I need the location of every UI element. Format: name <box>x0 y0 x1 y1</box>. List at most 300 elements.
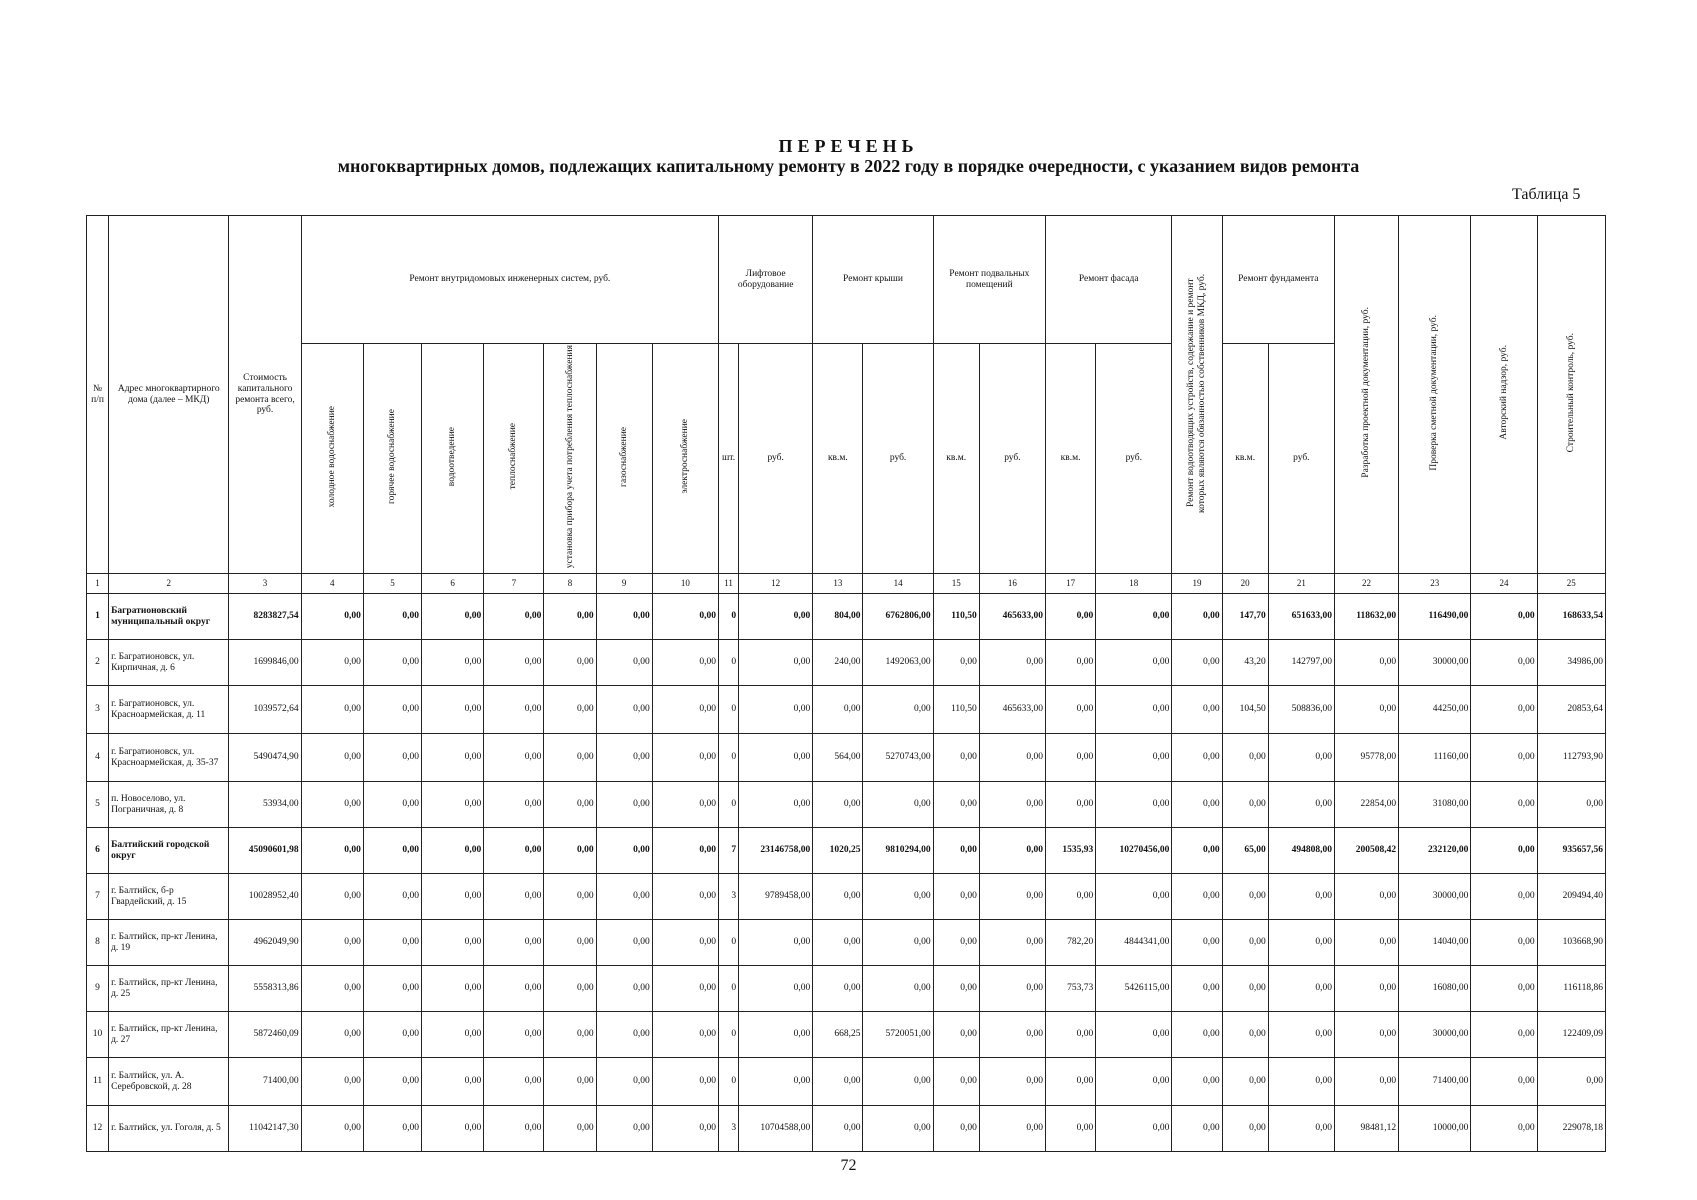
header-unit-sqm: кв.м. <box>1222 344 1268 574</box>
row-number-cell: 2 <box>87 640 109 686</box>
column-number-cell: 24 <box>1471 574 1537 594</box>
value-cell: 0,00 <box>422 594 484 640</box>
value-cell: 0,00 <box>363 1012 421 1058</box>
value-cell: 0,00 <box>652 1106 718 1152</box>
value-cell: 0,00 <box>422 920 484 966</box>
value-cell: 0,00 <box>652 734 718 782</box>
column-number-cell: 17 <box>1046 574 1096 594</box>
value-cell: 0,00 <box>1537 1058 1605 1106</box>
value-cell: 0,00 <box>1222 874 1268 920</box>
value-cell: 0,00 <box>1222 1012 1268 1058</box>
value-cell: 0,00 <box>1268 782 1334 828</box>
address-cell: Багратионовский муниципальный округ <box>109 594 229 640</box>
header-cost: Стоимость капитального ремонта всего, руб. <box>229 216 301 574</box>
address-cell: г. Балтийск, ул. Гоголя, д. 5 <box>109 1106 229 1152</box>
header-heat: теплоснабжение <box>484 344 544 574</box>
value-cell: 0,00 <box>1172 640 1222 686</box>
value-cell: 0,00 <box>596 1058 652 1106</box>
header-unit-rub: руб. <box>739 344 813 574</box>
value-cell: 0,00 <box>1222 1058 1268 1106</box>
header-engineering-systems: Ремонт внутридомовых инженерных систем, руб. <box>301 216 718 344</box>
value-cell: 0,00 <box>652 828 718 874</box>
header-unit-sqm: кв.м. <box>1046 344 1096 574</box>
value-cell: 45090601,98 <box>229 828 301 874</box>
value-cell: 0,00 <box>979 782 1045 828</box>
value-cell: 0,00 <box>301 1012 363 1058</box>
value-cell: 1039572,64 <box>229 686 301 734</box>
row-number-cell: 6 <box>87 828 109 874</box>
value-cell: 0,00 <box>739 686 813 734</box>
row-number-cell: 10 <box>87 1012 109 1058</box>
value-cell: 0,00 <box>1172 874 1222 920</box>
value-cell: 0,00 <box>863 920 933 966</box>
value-cell: 0,00 <box>652 1058 718 1106</box>
header-author-supervision: Авторский надзор, руб. <box>1471 216 1537 574</box>
value-cell: 0,00 <box>363 782 421 828</box>
value-cell: 0 <box>719 1058 739 1106</box>
table-row <box>87 734 1606 782</box>
value-cell: 0,00 <box>813 966 863 1012</box>
value-cell: 0,00 <box>1334 640 1398 686</box>
column-number-cell: 23 <box>1399 574 1471 594</box>
value-cell: 0,00 <box>739 640 813 686</box>
value-cell: 0,00 <box>363 686 421 734</box>
value-cell: 116118,86 <box>1537 966 1605 1012</box>
value-cell: 229078,18 <box>1537 1106 1605 1152</box>
row-number-cell: 8 <box>87 920 109 966</box>
row-number-cell: 3 <box>87 686 109 734</box>
value-cell: 0,00 <box>739 1058 813 1106</box>
value-cell: 4962049,90 <box>229 920 301 966</box>
value-cell: 5490474,90 <box>229 734 301 782</box>
value-cell: 0,00 <box>1096 874 1172 920</box>
value-cell: 0,00 <box>739 966 813 1012</box>
table-row <box>87 920 1606 966</box>
address-cell: г. Балтийск, б-р Гвардейский, д. 15 <box>109 874 229 920</box>
header-project-docs: Разработка проектной документации, руб. <box>1334 216 1398 574</box>
value-cell: 0,00 <box>813 1058 863 1106</box>
value-cell: 0,00 <box>422 640 484 686</box>
value-cell: 753,73 <box>1046 966 1096 1012</box>
value-cell: 0,00 <box>979 966 1045 1012</box>
value-cell: 95778,00 <box>1334 734 1398 782</box>
value-cell: 0,00 <box>1222 734 1268 782</box>
value-cell: 240,00 <box>813 640 863 686</box>
value-cell: 0,00 <box>863 1106 933 1152</box>
value-cell: 0,00 <box>933 1012 979 1058</box>
value-cell: 20853,64 <box>1537 686 1605 734</box>
value-cell: 0,00 <box>596 966 652 1012</box>
value-cell: 0,00 <box>301 966 363 1012</box>
value-cell: 0,00 <box>484 1106 544 1152</box>
value-cell: 0,00 <box>739 1012 813 1058</box>
value-cell: 168633,54 <box>1537 594 1605 640</box>
value-cell: 43,20 <box>1222 640 1268 686</box>
value-cell: 4844341,00 <box>1096 920 1172 966</box>
value-cell: 104,50 <box>1222 686 1268 734</box>
value-cell: 0,00 <box>484 920 544 966</box>
value-cell: 110,50 <box>933 686 979 734</box>
value-cell: 34986,00 <box>1537 640 1605 686</box>
row-number-cell: 9 <box>87 966 109 1012</box>
value-cell: 0,00 <box>1268 1012 1334 1058</box>
value-cell: 0,00 <box>652 594 718 640</box>
value-cell: 0,00 <box>544 1106 596 1152</box>
value-cell: 0,00 <box>1172 1106 1222 1152</box>
value-cell: 11160,00 <box>1399 734 1471 782</box>
value-cell: 0,00 <box>1096 640 1172 686</box>
value-cell: 0,00 <box>484 874 544 920</box>
value-cell: 0,00 <box>301 828 363 874</box>
value-cell: 0,00 <box>544 594 596 640</box>
value-cell: 0,00 <box>422 1058 484 1106</box>
value-cell: 0 <box>719 966 739 1012</box>
header-foundation: Ремонт фундамента <box>1222 216 1334 344</box>
value-cell: 0,00 <box>596 1012 652 1058</box>
value-cell: 0,00 <box>1046 686 1096 734</box>
value-cell: 7 <box>719 828 739 874</box>
value-cell: 0,00 <box>363 1106 421 1152</box>
value-cell: 0,00 <box>301 594 363 640</box>
value-cell: 0,00 <box>1471 1058 1537 1106</box>
value-cell: 0,00 <box>979 734 1045 782</box>
table-row <box>87 828 1606 874</box>
value-cell: 0,00 <box>484 640 544 686</box>
value-cell: 8283827,54 <box>229 594 301 640</box>
table-row <box>87 874 1606 920</box>
value-cell: 0,00 <box>933 1058 979 1106</box>
value-cell: 0,00 <box>863 1058 933 1106</box>
value-cell: 0,00 <box>596 782 652 828</box>
value-cell: 0,00 <box>1471 874 1537 920</box>
value-cell: 0,00 <box>979 874 1045 920</box>
value-cell: 0,00 <box>1471 640 1537 686</box>
table-row <box>87 686 1606 734</box>
header-gas: газоснабжение <box>596 344 652 574</box>
value-cell: 0,00 <box>1172 920 1222 966</box>
table-row <box>87 640 1606 686</box>
value-cell: 0,00 <box>979 1106 1045 1152</box>
header-basement: Ремонт подвальных помещений <box>933 216 1045 344</box>
value-cell: 0,00 <box>652 686 718 734</box>
value-cell: 0,00 <box>544 966 596 1012</box>
value-cell: 116490,00 <box>1399 594 1471 640</box>
value-cell: 0,00 <box>933 782 979 828</box>
column-number-cell: 4 <box>301 574 363 594</box>
value-cell: 65,00 <box>1222 828 1268 874</box>
value-cell: 31080,00 <box>1399 782 1471 828</box>
value-cell: 14040,00 <box>1399 920 1471 966</box>
value-cell: 0,00 <box>933 966 979 1012</box>
value-cell: 0,00 <box>652 1012 718 1058</box>
value-cell: 0,00 <box>484 1012 544 1058</box>
value-cell: 103668,90 <box>1537 920 1605 966</box>
column-number-row <box>87 574 1606 594</box>
row-number-cell: 12 <box>87 1106 109 1152</box>
value-cell: 0,00 <box>1268 1058 1334 1106</box>
value-cell: 0,00 <box>979 1012 1045 1058</box>
header-unit-sqm: кв.м. <box>813 344 863 574</box>
column-number-cell: 3 <box>229 574 301 594</box>
value-cell: 0,00 <box>1471 920 1537 966</box>
table-row <box>87 782 1606 828</box>
value-cell: 0,00 <box>301 734 363 782</box>
column-number-cell: 5 <box>363 574 421 594</box>
value-cell: 0,00 <box>1172 782 1222 828</box>
value-cell: 98481,12 <box>1334 1106 1398 1152</box>
value-cell: 0,00 <box>1334 1058 1398 1106</box>
value-cell: 0,00 <box>979 920 1045 966</box>
value-cell: 30000,00 <box>1399 1012 1471 1058</box>
value-cell: 0,00 <box>813 874 863 920</box>
value-cell: 30000,00 <box>1399 640 1471 686</box>
value-cell: 0,00 <box>739 782 813 828</box>
value-cell: 0,00 <box>1096 782 1172 828</box>
value-cell: 0 <box>719 640 739 686</box>
header-drains: Ремонт водоотводящих устройств, содержание и ремонт которых являются обязанностью собственников МКД, руб. <box>1172 216 1222 574</box>
value-cell: 0,00 <box>363 1058 421 1106</box>
value-cell: 0,00 <box>484 1058 544 1106</box>
header-num: № п/п <box>87 216 109 574</box>
value-cell: 23146758,00 <box>739 828 813 874</box>
value-cell: 0,00 <box>1471 782 1537 828</box>
header-sewer: водоотведение <box>422 344 484 574</box>
value-cell: 122409,09 <box>1537 1012 1605 1058</box>
value-cell: 0,00 <box>596 640 652 686</box>
value-cell: 0,00 <box>652 640 718 686</box>
value-cell: 564,00 <box>813 734 863 782</box>
row-number-cell: 5 <box>87 782 109 828</box>
value-cell: 0,00 <box>363 640 421 686</box>
value-cell: 0,00 <box>596 828 652 874</box>
value-cell: 0,00 <box>1334 966 1398 1012</box>
value-cell: 0,00 <box>544 782 596 828</box>
column-number-cell: 8 <box>544 574 596 594</box>
value-cell: 71400,00 <box>229 1058 301 1106</box>
value-cell: 44250,00 <box>1399 686 1471 734</box>
value-cell: 10270456,00 <box>1096 828 1172 874</box>
header-hot-water: горячее водоснабжение <box>363 344 421 574</box>
header-unit-rub: руб. <box>863 344 933 574</box>
value-cell: 0,00 <box>933 828 979 874</box>
column-number-cell: 15 <box>933 574 979 594</box>
column-number-cell: 13 <box>813 574 863 594</box>
value-cell: 651633,00 <box>1268 594 1334 640</box>
value-cell: 0,00 <box>933 640 979 686</box>
value-cell: 0,00 <box>1268 920 1334 966</box>
header-unit-sqm: кв.м. <box>933 344 979 574</box>
value-cell: 0,00 <box>739 920 813 966</box>
value-cell: 0,00 <box>422 1012 484 1058</box>
value-cell: 112793,90 <box>1537 734 1605 782</box>
column-number-cell: 6 <box>422 574 484 594</box>
value-cell: 0,00 <box>1471 1012 1537 1058</box>
value-cell: 3 <box>719 1106 739 1152</box>
value-cell: 0 <box>719 734 739 782</box>
value-cell: 5872460,09 <box>229 1012 301 1058</box>
value-cell: 0 <box>719 686 739 734</box>
value-cell: 30000,00 <box>1399 874 1471 920</box>
value-cell: 0,00 <box>1096 1012 1172 1058</box>
value-cell: 16080,00 <box>1399 966 1471 1012</box>
header-roof: Ремонт крыши <box>813 216 933 344</box>
value-cell: 0,00 <box>1222 1106 1268 1152</box>
address-cell: г. Балтийск, пр-кт Ленина, д. 25 <box>109 966 229 1012</box>
value-cell: 0,00 <box>1172 828 1222 874</box>
value-cell: 0,00 <box>933 874 979 920</box>
value-cell: 0,00 <box>544 1012 596 1058</box>
value-cell: 0,00 <box>544 686 596 734</box>
table-row <box>87 966 1606 1012</box>
value-cell: 0,00 <box>422 686 484 734</box>
value-cell: 0,00 <box>301 1058 363 1106</box>
column-number-cell: 9 <box>596 574 652 594</box>
value-cell: 0,00 <box>1471 1106 1537 1152</box>
value-cell: 0,00 <box>422 1106 484 1152</box>
value-cell: 0,00 <box>1334 686 1398 734</box>
value-cell: 0,00 <box>301 874 363 920</box>
value-cell: 5558313,86 <box>229 966 301 1012</box>
address-cell: п. Новоселово, ул. Пограничная, д. 8 <box>109 782 229 828</box>
value-cell: 1020,25 <box>813 828 863 874</box>
value-cell: 9789458,00 <box>739 874 813 920</box>
value-cell: 0,00 <box>422 828 484 874</box>
value-cell: 0,00 <box>484 828 544 874</box>
value-cell: 0,00 <box>1222 782 1268 828</box>
value-cell: 0,00 <box>933 1106 979 1152</box>
column-number-cell: 21 <box>1268 574 1334 594</box>
value-cell: 0,00 <box>544 1058 596 1106</box>
value-cell: 0,00 <box>363 874 421 920</box>
value-cell: 0,00 <box>863 966 933 1012</box>
value-cell: 0,00 <box>484 686 544 734</box>
value-cell: 10000,00 <box>1399 1106 1471 1152</box>
row-number-cell: 11 <box>87 1058 109 1106</box>
value-cell: 465633,00 <box>979 686 1045 734</box>
value-cell: 0,00 <box>813 686 863 734</box>
value-cell: 0,00 <box>979 1058 1045 1106</box>
value-cell: 0,00 <box>1046 1012 1096 1058</box>
value-cell: 0,00 <box>596 686 652 734</box>
value-cell: 0,00 <box>544 640 596 686</box>
value-cell: 0,00 <box>1222 920 1268 966</box>
value-cell: 0,00 <box>1096 1106 1172 1152</box>
value-cell: 0,00 <box>813 1106 863 1152</box>
value-cell: 0,00 <box>1172 1058 1222 1106</box>
value-cell: 0,00 <box>544 874 596 920</box>
value-cell: 0,00 <box>1268 966 1334 1012</box>
value-cell: 0,00 <box>301 1106 363 1152</box>
value-cell: 0,00 <box>1471 594 1537 640</box>
value-cell: 232120,00 <box>1399 828 1471 874</box>
value-cell: 0 <box>719 920 739 966</box>
value-cell: 494808,00 <box>1268 828 1334 874</box>
value-cell: 0,00 <box>1222 966 1268 1012</box>
value-cell: 0,00 <box>1096 594 1172 640</box>
value-cell: 1535,93 <box>1046 828 1096 874</box>
value-cell: 0,00 <box>596 920 652 966</box>
value-cell: 0,00 <box>1471 734 1537 782</box>
column-number-cell: 11 <box>719 574 739 594</box>
value-cell: 9810294,00 <box>863 828 933 874</box>
table-row <box>87 1106 1606 1152</box>
column-number-cell: 22 <box>1334 574 1398 594</box>
value-cell: 0,00 <box>1046 874 1096 920</box>
address-cell: г. Балтийск, ул. А. Серебровской, д. 28 <box>109 1058 229 1106</box>
header-unit-pcs: шт. <box>719 344 739 574</box>
header-estimate-check: Проверка сметной документации, руб. <box>1399 216 1471 574</box>
column-number-cell: 14 <box>863 574 933 594</box>
value-cell: 147,70 <box>1222 594 1268 640</box>
value-cell: 0,00 <box>1046 640 1096 686</box>
value-cell: 0,00 <box>652 874 718 920</box>
page-number: 72 <box>840 1157 857 1174</box>
value-cell: 0,00 <box>301 920 363 966</box>
value-cell: 110,50 <box>933 594 979 640</box>
value-cell: 0,00 <box>1334 874 1398 920</box>
value-cell: 0,00 <box>484 734 544 782</box>
value-cell: 508836,00 <box>1268 686 1334 734</box>
table-row <box>87 1058 1606 1106</box>
column-number-cell: 2 <box>109 574 229 594</box>
value-cell: 0,00 <box>1096 686 1172 734</box>
value-cell: 0,00 <box>1172 966 1222 1012</box>
value-cell: 0 <box>719 594 739 640</box>
header-meter: установка прибора учета потребления теплоснабжения <box>544 344 596 574</box>
header-cold-water: холодное водоснабжение <box>301 344 363 574</box>
document-title: ПЕРЕЧЕНЬ <box>778 136 919 156</box>
value-cell: 0,00 <box>739 734 813 782</box>
value-cell: 0,00 <box>596 734 652 782</box>
value-cell: 118632,00 <box>1334 594 1398 640</box>
address-cell: г. Балтийск, пр-кт Ленина, д. 27 <box>109 1012 229 1058</box>
table-label: Таблица 5 <box>1512 186 1581 203</box>
value-cell: 0,00 <box>1046 594 1096 640</box>
value-cell: 0,00 <box>1268 734 1334 782</box>
value-cell: 804,00 <box>813 594 863 640</box>
value-cell: 53934,00 <box>229 782 301 828</box>
value-cell: 0,00 <box>1046 782 1096 828</box>
repair-list-table <box>86 215 1606 1152</box>
value-cell: 0,00 <box>863 874 933 920</box>
value-cell: 0,00 <box>363 966 421 1012</box>
value-cell: 0,00 <box>1471 686 1537 734</box>
address-cell: г. Багратионовск, ул. Красноармейская, д. 11 <box>109 686 229 734</box>
value-cell: 0,00 <box>1268 1106 1334 1152</box>
value-cell: 0,00 <box>1172 686 1222 734</box>
value-cell: 0,00 <box>1046 1106 1096 1152</box>
value-cell: 0,00 <box>422 734 484 782</box>
value-cell: 0,00 <box>1334 920 1398 966</box>
value-cell: 0,00 <box>484 594 544 640</box>
address-cell: г. Багратионовск, ул. Кирпичная, д. 6 <box>109 640 229 686</box>
value-cell: 5426115,00 <box>1096 966 1172 1012</box>
value-cell: 668,25 <box>813 1012 863 1058</box>
row-number-cell: 1 <box>87 594 109 640</box>
value-cell: 0,00 <box>1096 734 1172 782</box>
value-cell: 0,00 <box>544 734 596 782</box>
value-cell: 0,00 <box>1096 1058 1172 1106</box>
address-cell: г. Багратионовск, ул. Красноармейская, д. 35-37 <box>109 734 229 782</box>
column-number-cell: 12 <box>739 574 813 594</box>
header-unit-rub: руб. <box>1268 344 1334 574</box>
value-cell: 0,00 <box>596 1106 652 1152</box>
document-subtitle: многоквартирных домов, подлежащих капитальному ремонту в 2022 году в порядке очередности, с указанием видов ремонта <box>337 156 1360 176</box>
value-cell: 0,00 <box>813 920 863 966</box>
column-number-cell: 1 <box>87 574 109 594</box>
value-cell: 0,00 <box>652 782 718 828</box>
row-number-cell: 4 <box>87 734 109 782</box>
